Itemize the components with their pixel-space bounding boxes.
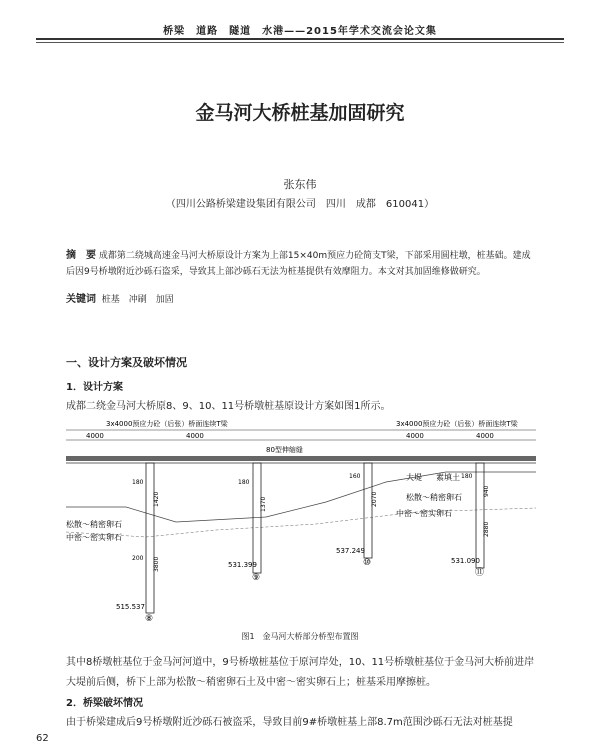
keywords-label: 关键词 xyxy=(66,294,96,305)
svg-text:180: 180 xyxy=(461,473,473,480)
svg-text:⑪: ⑪ xyxy=(475,568,485,578)
svg-text:180: 180 xyxy=(132,479,144,486)
abstract-label: 摘 要 xyxy=(66,250,96,261)
svg-text:2070: 2070 xyxy=(371,491,378,507)
dim-label: 4000 xyxy=(86,432,104,440)
abstract-text: 成都第二绕城高速金马河大桥原设计方案为上部15×40m预应力砼简支T梁，下部采用圆柱墩，桩基础。建成后因9号桥墩附近沙砾石盗采，导致其上部沙砾石无法为桩基提供有效摩阻力。本文对其加固维修做研究。 xyxy=(66,251,531,277)
paper-title: 金马河大桥桩基加固研究 xyxy=(195,102,405,124)
svg-text:515.537: 515.537 xyxy=(116,603,145,611)
paragraph: 成都二绕金马河大桥原8、9、10、11号桥墩桩基原设计方案如图1所示。 xyxy=(66,401,391,412)
svg-text:180: 180 xyxy=(238,479,250,486)
bridge-figure xyxy=(66,412,536,622)
pier-9 xyxy=(228,463,267,583)
span-label-left: 3x4000预应力砼（后张）桥面连续T梁 xyxy=(106,420,228,428)
keywords-text: 桩基 冲刷 加固 xyxy=(101,295,174,305)
subsection-heading: 2．桥梁破坏情况 xyxy=(66,698,143,709)
layer-label: 中密～密实卵石 xyxy=(66,533,122,542)
svg-text:2880: 2880 xyxy=(483,521,490,537)
dim-label: 4000 xyxy=(476,432,494,440)
layer-label: 中密～密实卵石 xyxy=(396,509,452,518)
affiliation: （四川公路桥梁建设集团有限公司 四川 成都 610041） xyxy=(165,199,435,210)
layer-label: 松散～稍密卵石 xyxy=(66,520,122,529)
dim-label: 4000 xyxy=(406,432,424,440)
layer-label: 大堤 xyxy=(406,473,422,482)
svg-text:⑩: ⑩ xyxy=(363,558,372,568)
svg-text:⑨: ⑨ xyxy=(252,573,261,583)
svg-text:⑧: ⑧ xyxy=(145,614,154,622)
keywords xyxy=(66,290,534,305)
header-rule xyxy=(36,38,564,40)
pier-10 xyxy=(336,463,378,568)
svg-text:1370: 1370 xyxy=(260,496,267,512)
svg-text:531.090: 531.090 xyxy=(451,557,480,565)
paragraph: 其中8桥墩桩基位于金马河河道中，9号桥墩桩基位于原河岸处，10、11号桥墩桩基位于金马河大桥前进岸大堤前后侧，桥下上部为松散～稍密卵石土及中密～密实卵石上；桩基采用摩擦桩。 xyxy=(66,657,535,688)
figure-caption: 图1 金马河大桥部分桥型布置图 xyxy=(241,632,359,641)
svg-text:3800: 3800 xyxy=(153,556,160,572)
header-rule-thin xyxy=(36,42,564,43)
svg-text:537.249: 537.249 xyxy=(336,547,365,555)
svg-text:940: 940 xyxy=(483,485,490,497)
svg-text:200: 200 xyxy=(132,555,144,562)
svg-text:160: 160 xyxy=(349,473,361,480)
pier-8 xyxy=(116,463,160,622)
running-header: 桥梁 道路 隧道 水港——2015年学术交流会论文集 xyxy=(163,26,437,37)
layer-label: 松散～稍密卵石 xyxy=(406,493,462,502)
joint-label: 80型伸缩缝 xyxy=(266,446,303,454)
author: 张东伟 xyxy=(283,178,317,191)
section-heading: 一、设计方案及破坏情况 xyxy=(66,356,187,369)
subsection-heading: 1．设计方案 xyxy=(66,382,123,393)
svg-text:531.399: 531.399 xyxy=(228,561,257,569)
layer-label: 素填土 xyxy=(436,473,460,482)
dim-label: 4000 xyxy=(186,432,204,440)
page-number: 62 xyxy=(36,733,49,744)
paragraph: 由于桥梁建成后9号桥墩附近沙砾石被盗采，导致目前9#桥墩桩基上部8.7m范围沙砾石无法对桩基提 xyxy=(66,717,513,728)
span-label-right: 3x4000预应力砼（后张）桥面连续T梁 xyxy=(396,420,518,428)
svg-text:1420: 1420 xyxy=(153,491,160,507)
abstract xyxy=(66,248,534,280)
